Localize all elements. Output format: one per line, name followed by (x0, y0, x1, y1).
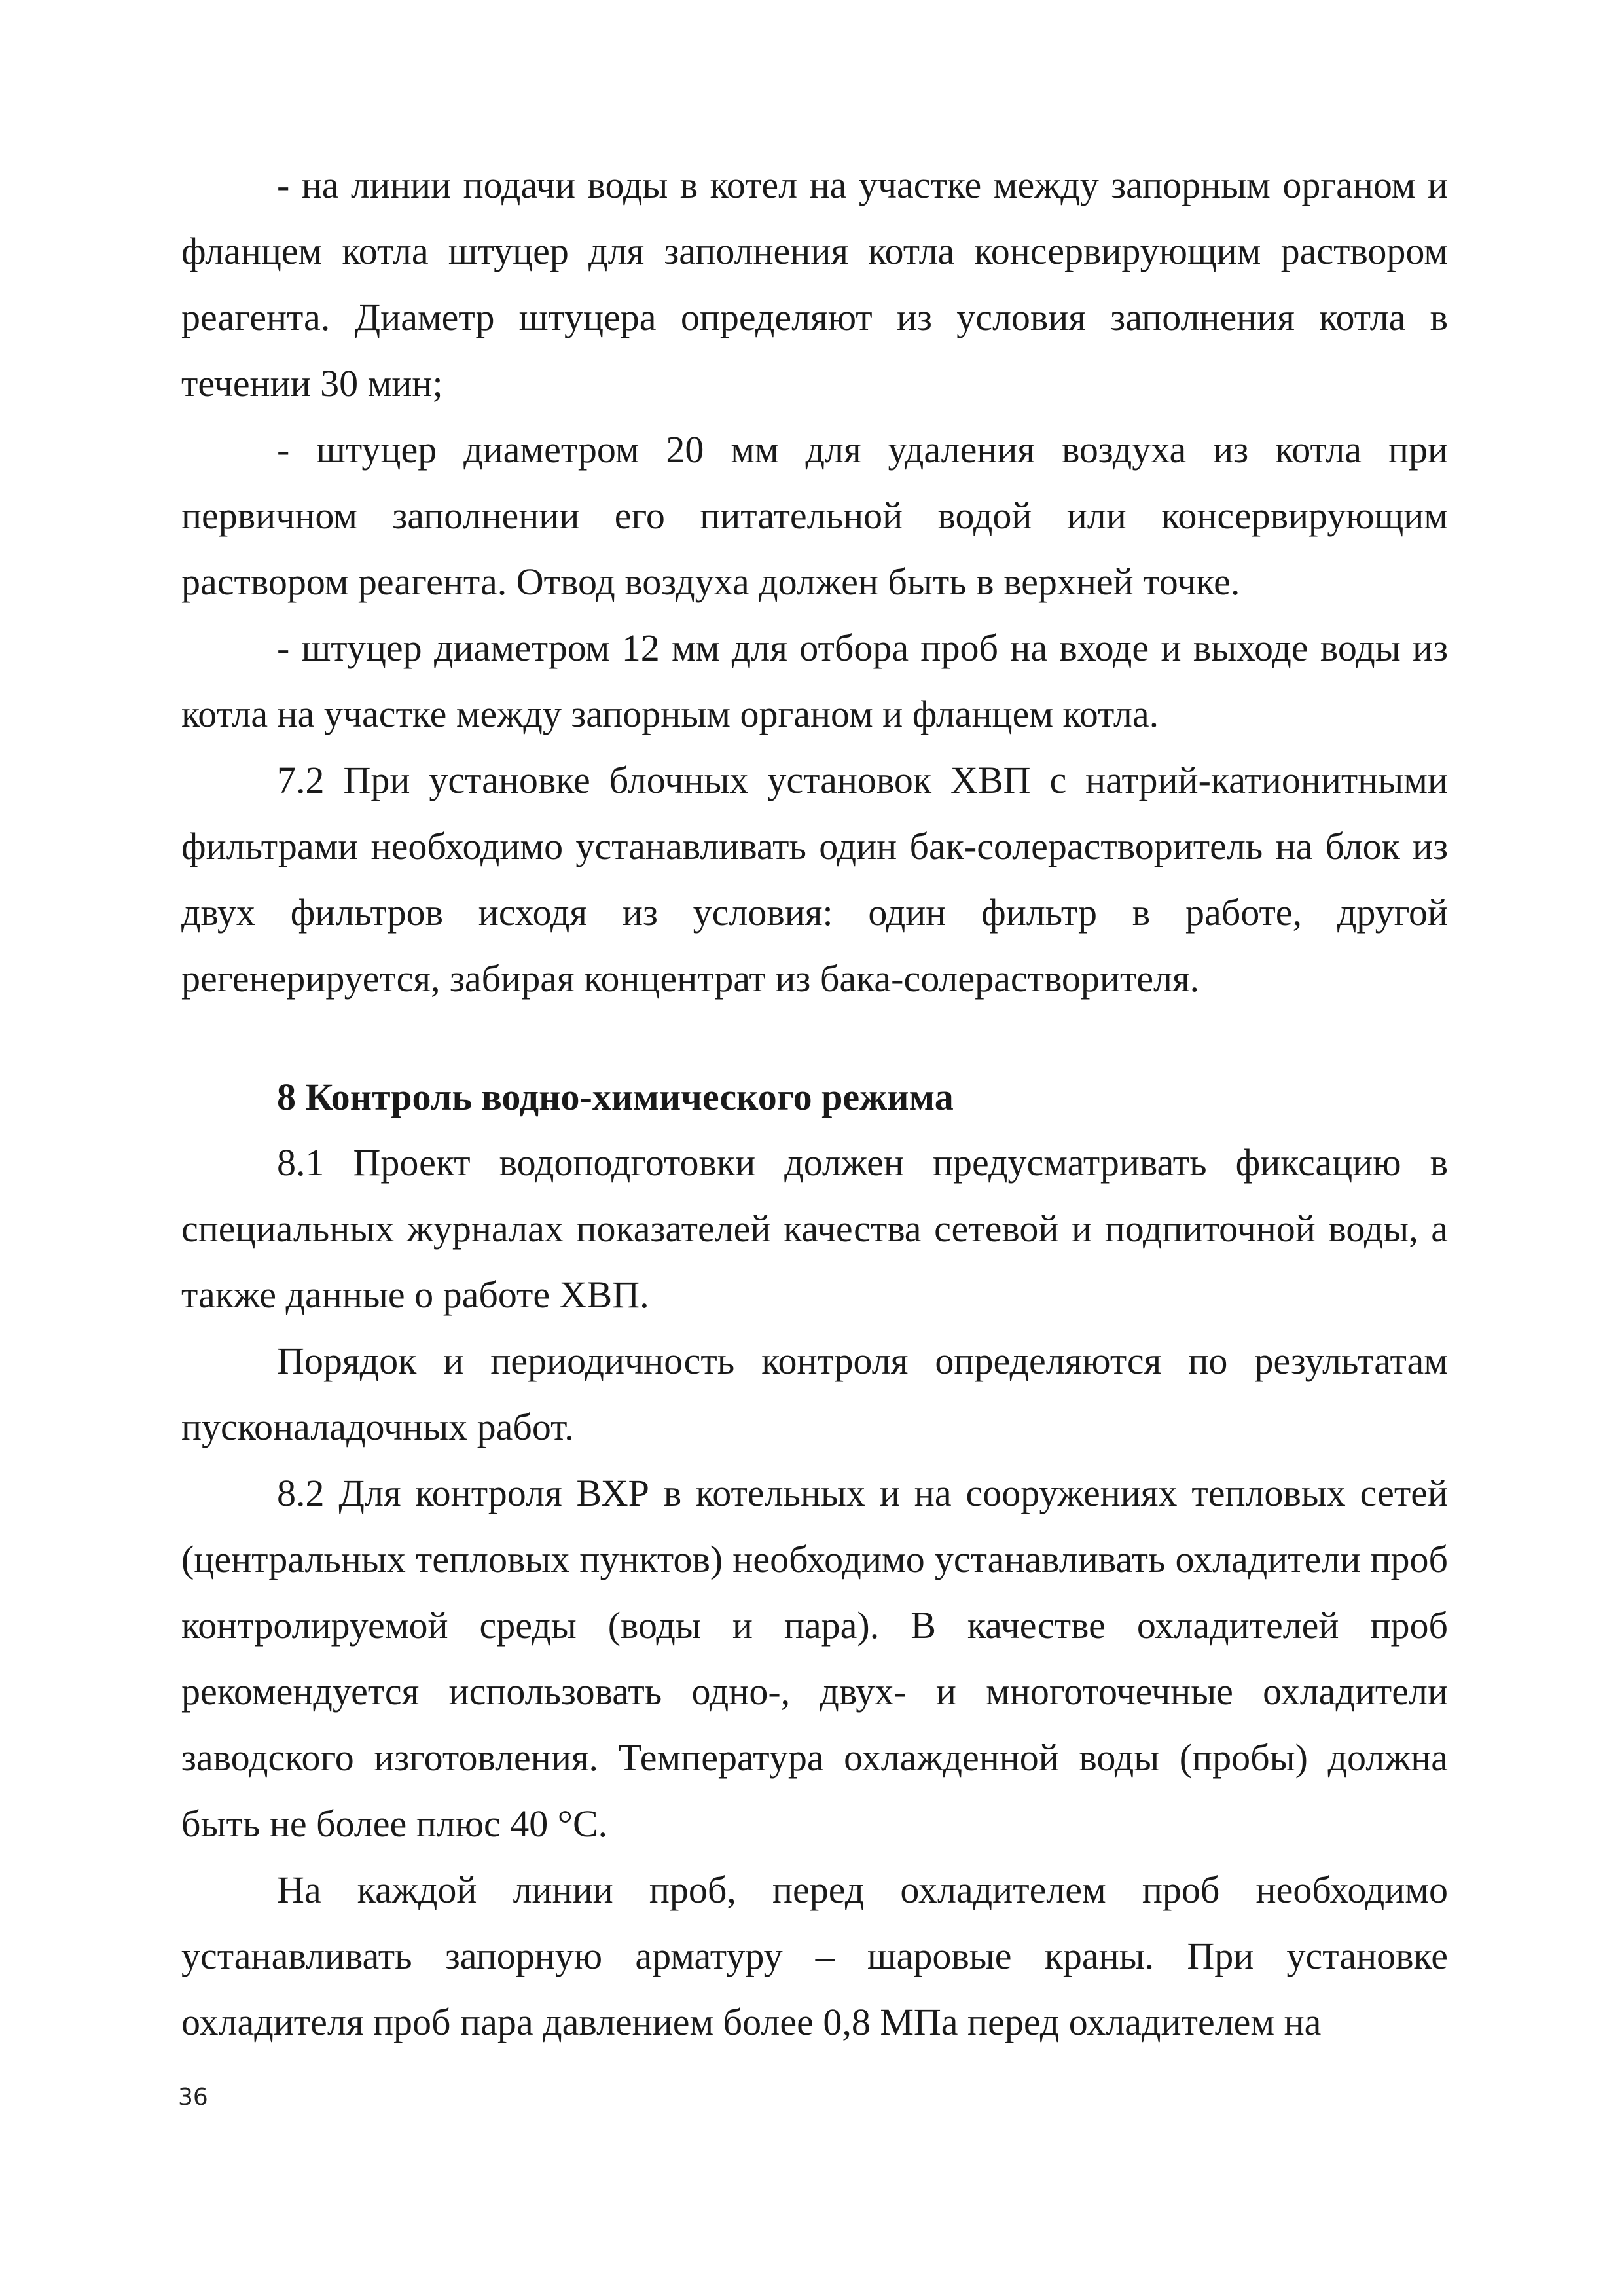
paragraph-control-order: Порядок и периодичность контроля определяются по результатам пусконаладочных работ. (181, 1339, 1448, 1448)
paragraph-inlet-fitting: - на линии подачи воды в котел на участке между запорным органом и фланцем котла штуцер для заполнения котла консервирующим раствором реагента. Диаметр штуцера определяют из условия заполнения котла в течении 30 мин; (181, 164, 1448, 405)
paragraph-7-2: 7.2 При установке блочных установок ХВП с натрий-катионитными фильтрами необходимо устанавливать один бак-солерастворитель на блок из двух фильтров исходя из условия: один фильтр в работе, другой регенерируется, забирая концентрат из бака-солерастворителя. (181, 759, 1448, 1000)
paragraph-sampling-fitting: - штуцер диаметром 12 мм для отбора проб на входе и выходе воды из котла на участке между запорным органом и фланцем котла. (181, 627, 1448, 735)
paragraph-8-1: 8.1 Проект водоподготовки должен предусматривать фиксацию в специальных журналах показателей качества сетевой и подпиточной воды, а также данные о работе ХВП. (181, 1141, 1448, 1316)
paragraph-sample-lines: На каждой линии проб, перед охладителем проб необходимо устанавливать запорную арматуру – шаровые краны. При установке охладителя проб пара давлением более 0,8 МПа перед охладителем на (181, 1868, 1448, 2043)
paragraph-air-vent-fitting: - штуцер диаметром 20 мм для удаления воздуха из котла при первичном заполнении его питательной водой или консервирующим раствором реагента. Отвод воздуха должен быть в верхней точке. (181, 428, 1448, 603)
section-heading-8: 8 Контроль водно-химического режима (277, 1076, 954, 1118)
paragraph-8-2: 8.2 Для контроля ВХР в котельных и на сооружениях тепловых сетей (центральных тепловых пунктов) необходимо устанавливать охладители проб контролируемой среды (воды и пара). В качестве охладителей проб рекомендуется использовать одно-, двух- и многоточечные охладители заводского изготовления. Температура охлажденной воды (пробы) должна быть не более плюс 40 °С. (181, 1472, 1448, 1845)
page-number: 36 (178, 2084, 208, 2111)
